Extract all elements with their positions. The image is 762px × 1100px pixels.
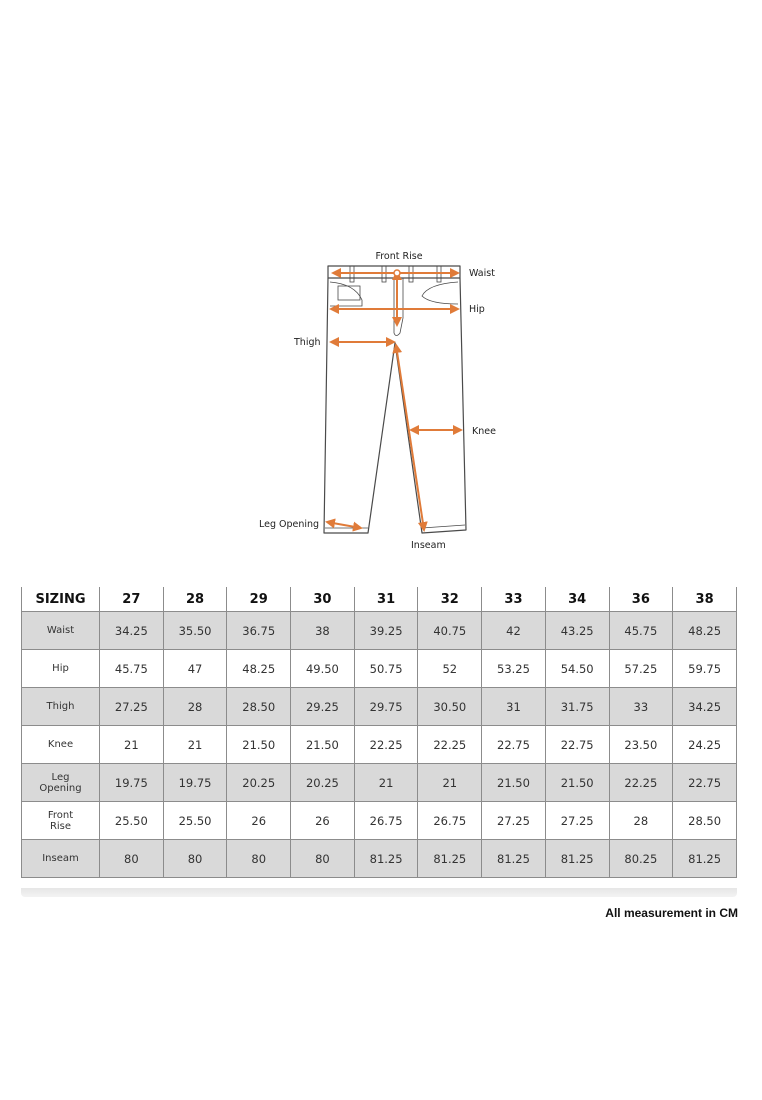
label-front-rise: Front Rise	[375, 251, 423, 262]
table-row	[22, 726, 737, 764]
table-cell: 21.50	[545, 764, 609, 802]
pants-outline	[324, 266, 466, 533]
table-cell: 21.50	[291, 726, 355, 764]
label-hip: Hip	[469, 304, 485, 315]
row-label	[22, 840, 100, 878]
row-label-line: Rise	[49, 820, 72, 832]
table-cell: 45.75	[609, 612, 673, 650]
table-cell: 80.25	[609, 840, 673, 878]
row-label-line: Inseam	[42, 853, 79, 864]
table-cell: 31.75	[545, 688, 609, 726]
table-cell: 48.25	[227, 650, 291, 688]
table-cell: 26	[227, 802, 291, 840]
table-cell: 49.50	[291, 650, 355, 688]
table-row	[22, 840, 737, 878]
table-row	[22, 650, 737, 688]
table-cell: 81.25	[482, 840, 546, 878]
table-cell: 22.75	[545, 726, 609, 764]
row-label-line: Leg	[51, 771, 70, 783]
size-header-38: 38	[673, 587, 737, 612]
table-cell: 48.25	[673, 612, 737, 650]
table-cell: 81.25	[418, 840, 482, 878]
label-waist: Waist	[469, 268, 495, 279]
table-cell: 30.50	[418, 688, 482, 726]
table-cell: 47	[163, 650, 227, 688]
table-cell: 26.75	[418, 802, 482, 840]
table-cell: 22.75	[482, 726, 546, 764]
table-cell: 40.75	[418, 612, 482, 650]
header-row	[22, 587, 737, 612]
row-label	[22, 650, 100, 688]
table-cell: 81.25	[354, 840, 418, 878]
table-cell: 80	[100, 840, 164, 878]
row-label	[22, 612, 100, 650]
table-cell: 23.50	[609, 726, 673, 764]
table-cell: 24.25	[673, 726, 737, 764]
table-cell: 42	[482, 612, 546, 650]
inseam-arrow	[396, 345, 424, 530]
size-header-28: 28	[163, 587, 227, 612]
table-cell: 27.25	[545, 802, 609, 840]
table-cell: 31	[482, 688, 546, 726]
table-cell: 43.25	[545, 612, 609, 650]
size-header-36: 36	[609, 587, 673, 612]
table-cell: 34.25	[100, 612, 164, 650]
table-cell: 25.50	[163, 802, 227, 840]
table-cell: 22.25	[609, 764, 673, 802]
table-cell: 53.25	[482, 650, 546, 688]
measurement-arrows	[327, 270, 461, 530]
table-cell: 39.25	[354, 612, 418, 650]
table-cell: 54.50	[545, 650, 609, 688]
row-label	[22, 688, 100, 726]
table-cell: 28	[609, 802, 673, 840]
table-cell: 22.25	[354, 726, 418, 764]
table-cell: 57.25	[609, 650, 673, 688]
table-cell: 28.50	[673, 802, 737, 840]
table-cell: 59.75	[673, 650, 737, 688]
table-cell: 29.75	[354, 688, 418, 726]
row-label-line: Front	[47, 809, 74, 821]
table-cell: 21	[418, 764, 482, 802]
label-leg-opening: Leg Opening	[259, 519, 320, 530]
table-cell: 21	[163, 726, 227, 764]
table-cell: 45.75	[100, 650, 164, 688]
table-cell: 33	[609, 688, 673, 726]
row-label-line: Opening	[39, 782, 82, 794]
size-header-32: 32	[418, 587, 482, 612]
table-cell: 80	[291, 840, 355, 878]
table-cell: 80	[227, 840, 291, 878]
measurement-note: All measurement in CM	[605, 906, 738, 920]
table-cell: 80	[163, 840, 227, 878]
table-cell: 21	[354, 764, 418, 802]
size-header-29: 29	[227, 587, 291, 612]
table-cell: 22.75	[673, 764, 737, 802]
row-label-line: Thigh	[46, 701, 75, 712]
table-cell: 19.75	[163, 764, 227, 802]
table-row	[22, 802, 737, 840]
size-header-31: 31	[354, 587, 418, 612]
table-cell: 22.25	[418, 726, 482, 764]
front-rise-marker	[394, 270, 400, 276]
label-knee: Knee	[472, 426, 496, 437]
size-chart-header	[22, 587, 737, 612]
table-cell: 81.25	[673, 840, 737, 878]
table-cell: 20.25	[227, 764, 291, 802]
sizing-header: SIZING	[22, 587, 100, 612]
table-cell: 27.25	[482, 802, 546, 840]
table-row	[22, 764, 737, 802]
table-cell: 28	[163, 688, 227, 726]
table-cell: 36.75	[227, 612, 291, 650]
row-label-line: Waist	[46, 625, 75, 636]
table-cell: 26.75	[354, 802, 418, 840]
table-cell: 35.50	[163, 612, 227, 650]
size-header-33: 33	[482, 587, 546, 612]
size-chart-table	[21, 587, 737, 878]
leg-opening-arrow	[327, 522, 361, 528]
table-cell: 27.25	[100, 688, 164, 726]
table-cell: 28.50	[227, 688, 291, 726]
table-cell: 81.25	[545, 840, 609, 878]
table-cell: 20.25	[291, 764, 355, 802]
table-cell: 19.75	[100, 764, 164, 802]
table-cell: 38	[291, 612, 355, 650]
table-row	[22, 688, 737, 726]
size-chart-body	[22, 612, 737, 878]
table-cell: 25.50	[100, 802, 164, 840]
table-cell: 21.50	[482, 764, 546, 802]
label-inseam: Inseam	[411, 540, 446, 551]
row-label	[22, 802, 100, 840]
table-bottom-shadow	[21, 888, 737, 897]
size-header-30: 30	[291, 587, 355, 612]
row-label	[22, 726, 100, 764]
table-cell: 21	[100, 726, 164, 764]
label-thigh: Thigh	[294, 337, 321, 348]
row-label-line: Hip	[52, 663, 69, 674]
table-cell: 52	[418, 650, 482, 688]
table-cell: 50.75	[354, 650, 418, 688]
table-row	[22, 612, 737, 650]
table-cell: 34.25	[673, 688, 737, 726]
row-label-line: Knee	[47, 739, 74, 750]
row-label	[22, 764, 100, 802]
size-header-34: 34	[545, 587, 609, 612]
size-header-27: 27	[100, 587, 164, 612]
table-cell: 29.25	[291, 688, 355, 726]
table-cell: 26	[291, 802, 355, 840]
table-cell: 21.50	[227, 726, 291, 764]
